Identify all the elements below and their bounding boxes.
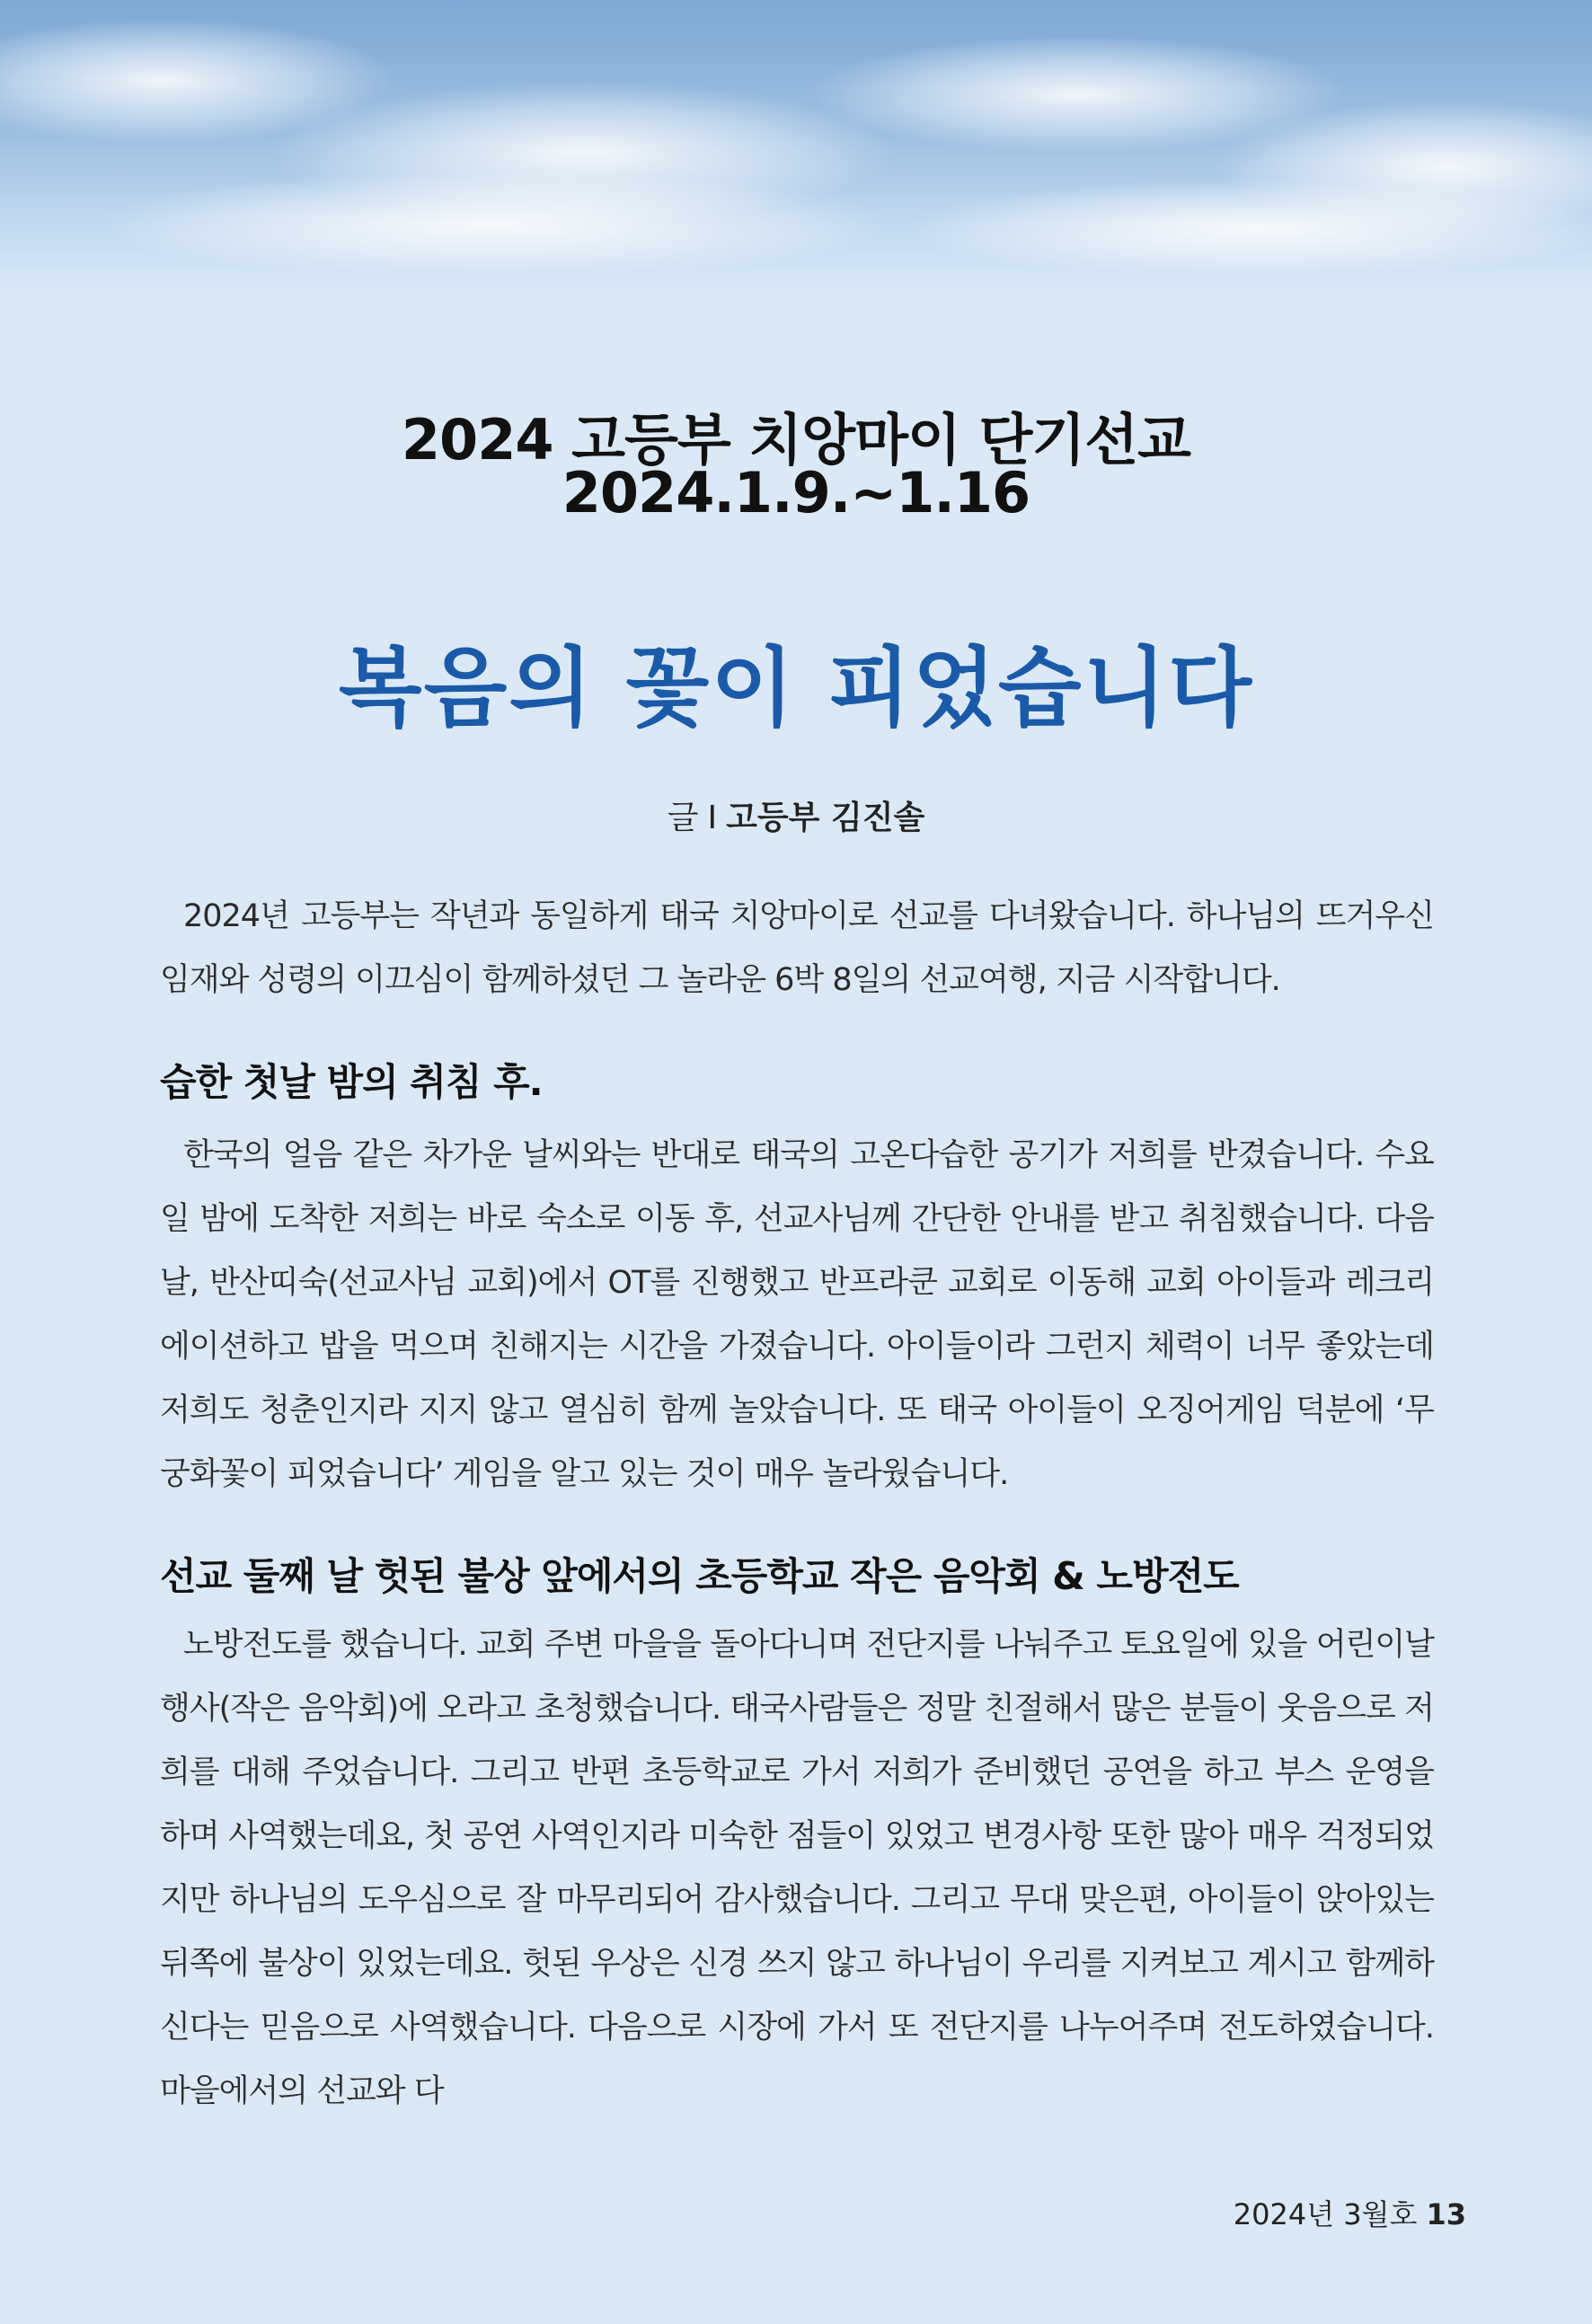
event-title: 2024 고등부 치앙마이 단기선교 [401,407,1191,473]
intro-paragraph: 2024년 고등부는 작년과 동일하게 태국 치앙마이로 선교를 다녀왔습니다. 하나님의 뜨거우신 임재와 성령의 이끄심이 함께하셨던 그 놀라운 6박 8일의 선교여행, 지금 시작합니다. [160,898,1434,998]
page-number: 13 [1426,2197,1466,2231]
page-footer [1234,2192,1466,2233]
section-body-day1: 한국의 얼음 같은 차가운 날씨와는 반대로 태국의 고온다습한 공기가 저희를 반겼습니다. 수요일 밤에 도착한 저희는 바로 숙소로 이동 후, 선교사님께 간단한 안내를 받고 취침했습니다. 다음날, 반산띠숙(선교사님 교회)에서 OT를 진행했고 반프라쿤 교회로 이동해 교회 아이들과 레크리에이션하고 밥을 먹으며 친해지는 시간을 가졌습니다. 아이들이라 그런지 체력이 너무 좋았는데 저희도 청춘인지라 지지 않고 열심히 함께 놀았습니다. 또 태국 아이들이 오징어게임 덕분에 ‘무궁화꽃이 피었습니다’ 게임을 알고 있는 것이 매우 놀라웠습니다. [160,1137,1434,1492]
issue-label: 2024년 3월호 [1233,2197,1418,2231]
byline [0,792,1592,838]
section-heading-day2: 선교 둘째 날 헛된 불상 앞에서의 초등학교 작은 음악회 & 노방전도 [160,1554,1239,1598]
byline-prefix: 글 [667,800,699,836]
article-headline: 복음의 꽃이 피었습니다 [338,638,1254,738]
byline-author: 고등부 김진솔 [726,800,925,836]
section-heading-day1: 습한 첫날 밤의 취침 후. [160,1060,543,1104]
event-dates: 2024.1.9.~1.16 [562,460,1030,526]
byline-separator: I [707,800,718,836]
section-body-day2: 노방전도를 했습니다. 교회 주변 마을을 돌아다니며 전단지를 나눠주고 토요일에 있을 어린이날 행사(작은 음악회)에 오라고 초청했습니다. 태국사람들은 정말 친절해서 많은 분들이 웃음으로 저희를 대해 주었습니다. 그리고 반편 초등학교로 가서 저희가 준비했던 공연을 하고 부스 운영을 하며 사역했는데요, 첫 공연 사역인지라 미숙한 점들이 있었고 변경사항 또한 많아 매우 걱정되었지만 하나님의 도우심으로 잘 마무리되어 감사했습니다. 그리고 무대 맞은편, 아이들이 앉아있는 뒤쪽에 불상이 있었는데요. 헛된 우상은 신경 쓰지 않고 하나님이 우리를 지켜보고 계시고 함께하신다는 믿음으로 사역했습니다. 다음으로 시장에 가서 또 전단지를 나누어주며 전도하였습니다. 마을에서의 선교와 다 [160,1627,1434,2109]
